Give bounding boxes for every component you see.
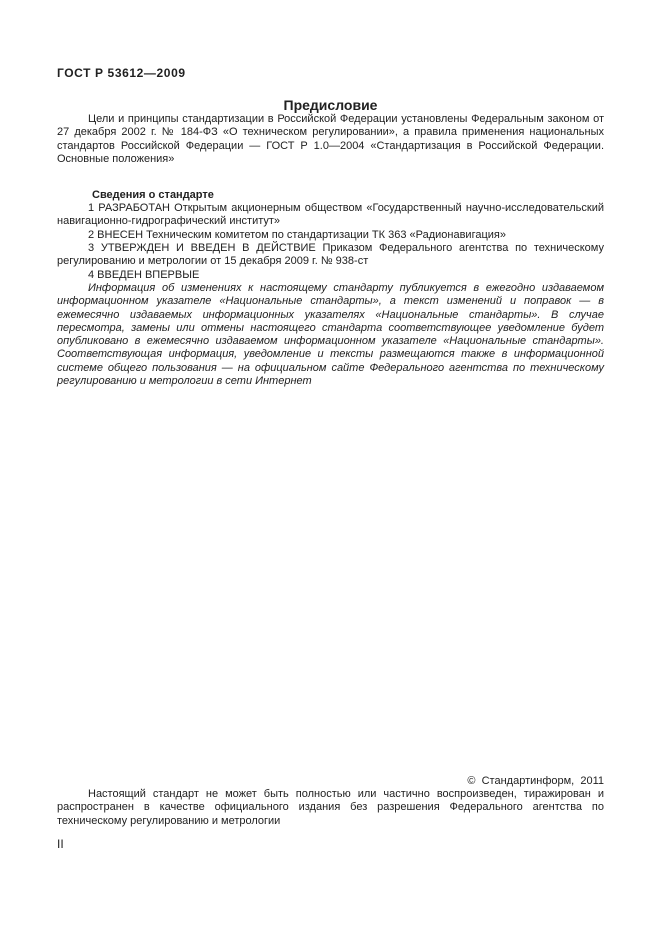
copyright-notice: © Стандартинформ, 2011 [467,775,604,787]
info-item-approved: 3 УТВЕРЖДЕН И ВВЕДЕН В ДЕЙСТВИЕ Приказом Федерального агентства по техническому регулированию и метрологии от 15 декабря 2009 г. № 938-ст [57,242,604,268]
reproduction-notice: Настоящий стандарт не может быть полностью или частично воспроизведен, тиражирован и распространен в качестве официального издания без разрешения Федерального агентства по техническому регулированию и метрологии [57,788,604,827]
amendments-notice: Информация об изменениях к настоящему стандарту публикуется в ежегодно издаваемом информационном указателе «Национальные стандарты», а текст изменений и поправок — в ежемесячно издаваемых информационных указателях «Национальные стандарты». В случае пересмотра, замены или отмены настоящего стандарта соответствующее уведомление будет опубликовано в ежемесячно издаваемом информационном указателе «Национальные стандарты». Соответствующая информация, уведомление и тексты размещаются также в информационной системе общего пользования — на официальном сайте Федерального агентства по техническому регулированию и метрологии в сети Интернет [57,281,604,388]
info-item-submitted: 2 ВНЕСЕН Техническим комитетом по стандартизации ТК 363 «Радионавигация» [88,228,506,241]
info-heading: Сведения о стандарте [92,189,214,202]
page-number: II [57,836,64,851]
info-item-first-introduced: 4 ВВЕДЕН ВПЕРВЫЕ [88,268,200,281]
standard-code: ГОСТ Р 53612—2009 [57,66,186,80]
intro-paragraph: Цели и принципы стандартизации в Российской Федерации установлены Федеральным законом от 27 декабря 2002 г. № 184-ФЗ «О техническом регулировании», а правила применения национальных стандартов Российской Федерации — ГОСТ Р 1.0—2004 «Стандартизация в Российской Федерации. Основные положения» [57,113,604,165]
page-footer [57,775,604,851]
info-item-developed: 1 РАЗРАБОТАН Открытым акционерным обществом «Государственный научно-исследовательский навигационно-гидрографический институт» [57,202,604,228]
page-title: Предисловие [283,97,378,113]
